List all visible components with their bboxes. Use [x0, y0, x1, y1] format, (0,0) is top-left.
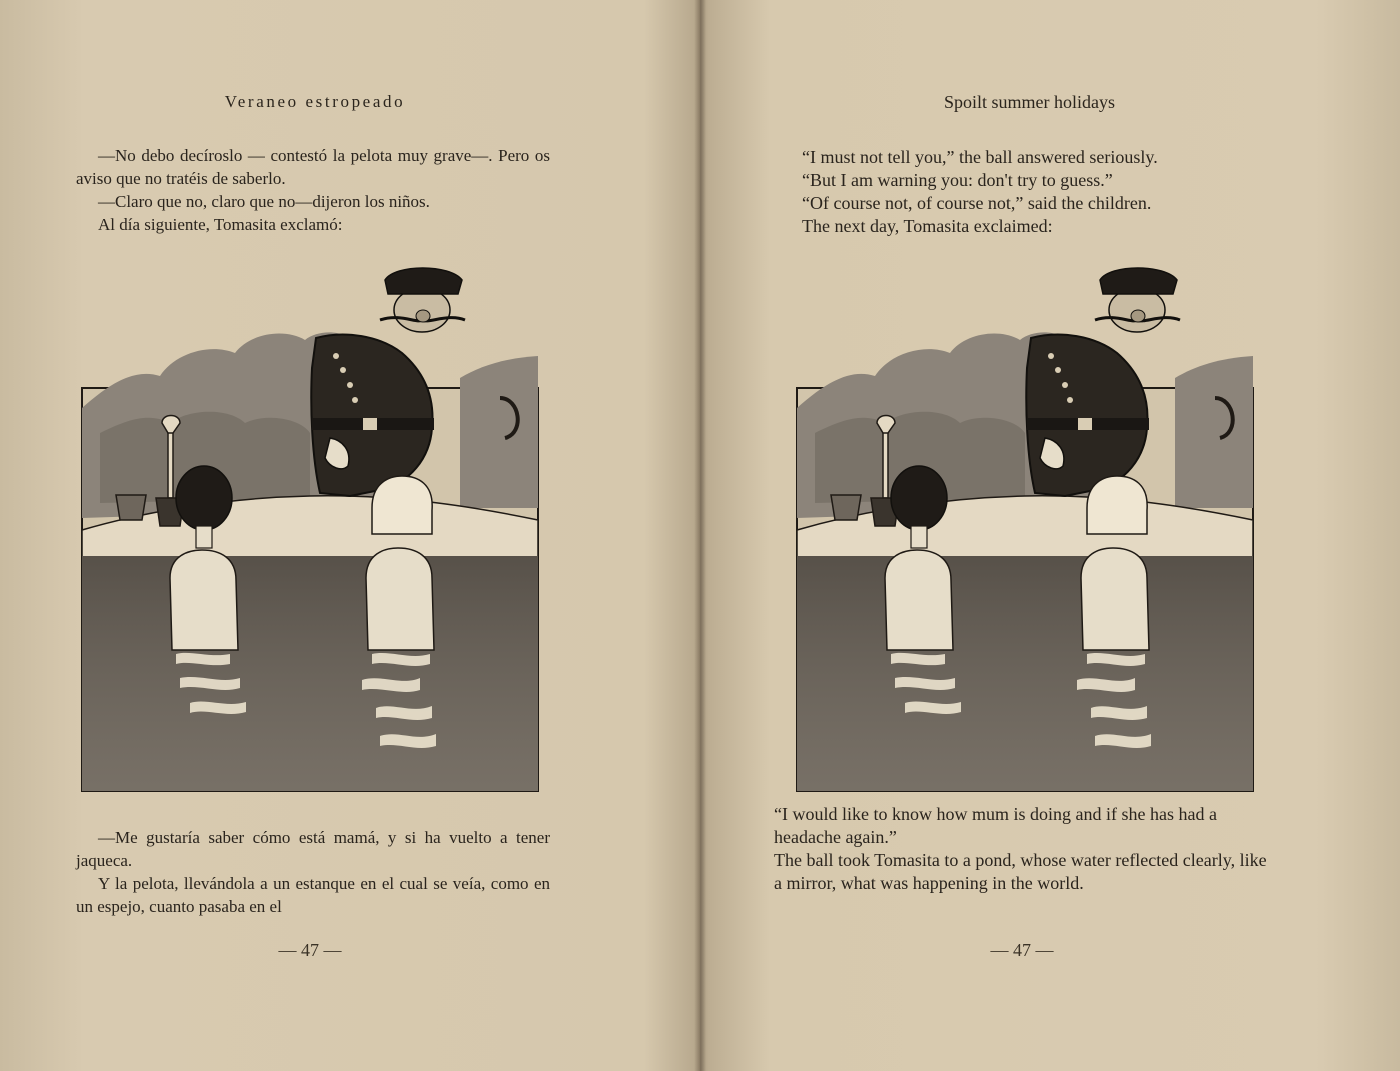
paragraph: The next day, Tomasita exclaimed: [802, 216, 1053, 236]
pond-policeman-illustration [795, 258, 1255, 793]
right-bottom-text [774, 803, 1274, 895]
paragraph: —Me gustaría saber cómo está mamá, y si ha vuelto a tener jaqueca. [76, 828, 550, 870]
left-page [0, 0, 698, 1071]
left-illustration [80, 258, 540, 793]
paragraph: The ball took Tomasita to a pond, whose water reflected clearly, like a mirror, what was happening in the world. [774, 850, 1267, 893]
paragraph: “I would like to know how mum is doing and if she has had a headache again.” [774, 804, 1217, 847]
right-running-title: Spoilt summer holidays [944, 92, 1115, 112]
left-page-number: — 47 — [278, 940, 342, 960]
left-bottom-text [76, 826, 550, 918]
paragraph: —Claro que no, claro que no—dijeron los niños. [98, 192, 430, 211]
left-running-title: Veraneo estropeado [224, 92, 406, 111]
paragraph: Al día siguiente, Tomasita exclamó: [98, 215, 343, 234]
right-page-number: — 47 — [990, 940, 1054, 960]
paragraph: “Of course not, of course not,” said the children. [802, 193, 1152, 213]
paragraph: “But I am warning you: don't try to guess.” [802, 170, 1113, 190]
paragraph: “I must not tell you,” the ball answered seriously. [802, 147, 1158, 167]
pond-policeman-illustration [80, 258, 540, 793]
right-page [702, 0, 1400, 1071]
paragraph: Y la pelota, llevándola a un estanque en el cual se veía, como en un espejo, cuanto pasaba en el [76, 874, 550, 916]
paragraph: —No debo decíroslo — contestó la pelota muy grave—. Pero os aviso que no tratéis de saberlo. [76, 146, 550, 188]
left-top-text [76, 144, 550, 236]
right-top-text [802, 146, 1282, 238]
right-illustration [795, 258, 1255, 793]
